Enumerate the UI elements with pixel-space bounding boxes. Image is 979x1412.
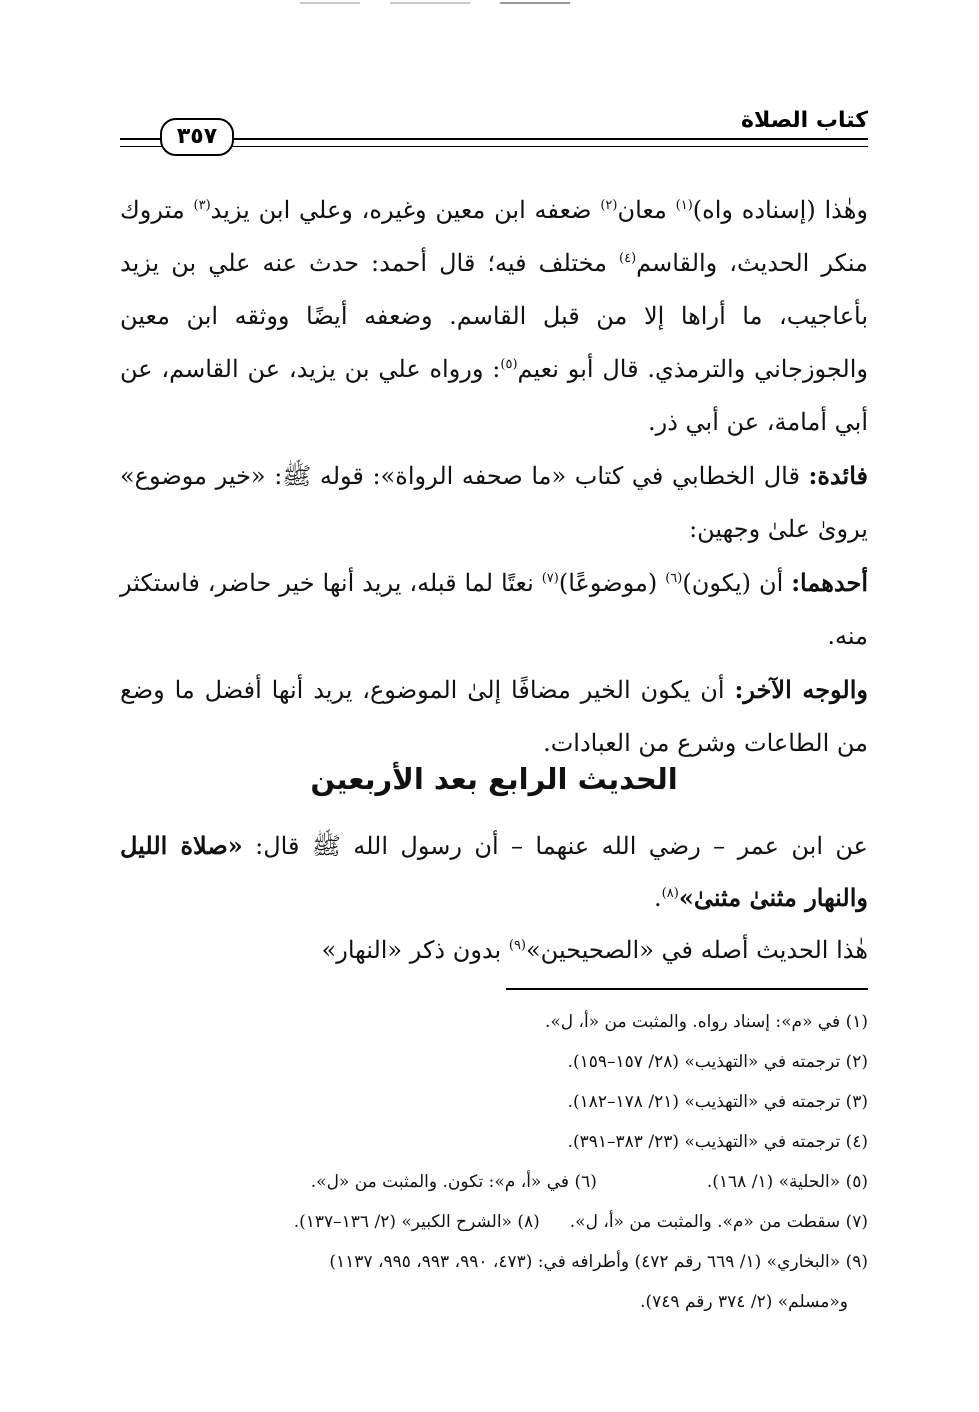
footnote-7: (٧) سقطت من «م». والمثبت من «أ، ل». — [569, 1212, 868, 1232]
paragraph-label: فائدة: — [808, 461, 868, 490]
paragraph-first-aspect: أحدهما: أن (يكون)$^{(٦)}$ (موضوعًا)$^{(٧)}$ نعتًا لما قبله، يريد أنها خير حاضر، فاستكثر منه. — [120, 568, 868, 650]
hadith-text — [120, 820, 868, 976]
footnote-ref: (٢) — [600, 198, 618, 213]
footnote-8: (٨) «الشرح الكبير» (٢/ ١٣٦–١٣٧). — [293, 1212, 540, 1232]
footnote-ref: (٣) — [193, 198, 211, 213]
footnote-4: (٤) ترجمته في «التهذيب» (٢٣/ ٣٨٣–٣٩١). — [567, 1132, 868, 1152]
paragraph-faida: فائدة: قال الخطابي في كتاب «ما صحفه الرواة»: قوله ﷺ: «خير موضوع» يروىٰ علىٰ وجهين: — [120, 461, 868, 543]
footnote-separator — [506, 988, 868, 990]
footnote-6: (٦) في «أ، م»: تكون. والمثبت من «ل». — [310, 1172, 597, 1192]
scan-artifact — [300, 2, 600, 5]
hadith-quote: «صلاة الليل والنهار مثنىٰ مثنىٰ» — [120, 831, 868, 912]
page-number: ٣٥٧ — [160, 118, 234, 156]
footnote-row — [120, 1162, 868, 1202]
footnote-ref: (٥) — [500, 357, 518, 372]
footnote-3: (٣) ترجمته في «التهذيب» (٢١/ ١٧٨–١٨٢). — [567, 1092, 868, 1112]
footnote-ref: (١) — [675, 198, 693, 213]
main-text — [120, 184, 868, 770]
paragraph-isnad: وهٰذا (إسناده واه)$^{(١)}$ معان$^{(٢)}$ ضعفه ابن معين وغيره، وعلي ابن يزيد$^{(٣)}$ متروك منكر الحديث، والقاسم$^{(٤)}$ مختلف فيه؛ قال أحمد: حدث عنه علي بن يزيد بأعاجيب، ما أراها إلا من قبل القاسم. وضعفه أيضًا ووثقه ابن معين والجوزجاني والترمذي. قال أبو نعيم$^{(٥)}$: ورواه علي بن يزيد، عن القاسم، عن أبي أمامة، عن أبي ذر. — [120, 196, 869, 436]
paragraph-label: أحدهما: — [791, 568, 868, 597]
section-heading: الحديث الرابع بعد الأربعين — [310, 762, 678, 796]
page-header — [120, 108, 868, 158]
footnote-1: (١) في «م»: إسناد رواه. والمثبت من «أ، ل». — [544, 1012, 868, 1032]
footnote-ref: (٧) — [541, 571, 559, 586]
chapter-title: كتاب الصلاة — [741, 108, 868, 133]
footnote-9-continued: و«مسلم» (٢/ ٣٧٤ رقم ٧٤٩). — [640, 1292, 848, 1312]
paragraph-label: والوجه الآخر: — [734, 675, 869, 704]
footnote-5: (٥) «الحلية» (١/ ١٦٨). — [706, 1172, 868, 1192]
footnote-ref: (٦) — [665, 571, 683, 586]
footnote-9: (٩) «البخاري» (١/ ٦٦٩ رقم ٤٧٢) وأطرافه في: (٤٧٣، ٩٩٠، ٩٩٣، ٩٩٥، ١١٣٧) — [329, 1252, 868, 1272]
commentary-paragraph: هٰذا الحديث أصله في «الصحيحين»$^{(٩)}$ بدون ذكر «النهار» — [321, 936, 868, 964]
footnotes — [120, 1002, 868, 1322]
footnote-ref: (٨) — [661, 886, 679, 901]
footnote-ref: (٤) — [619, 251, 637, 266]
footnote-ref: (٩) — [508, 938, 526, 953]
paragraph-second-aspect: والوجه الآخر: أن يكون الخير مضافًا إلىٰ الموضوع، يريد أنها أفضل ما وضع من الطاعات وشرع من العبادات. — [120, 675, 869, 757]
footnote-2: (٢) ترجمته في «التهذيب» (٢٨/ ١٥٧–١٥٩). — [567, 1052, 868, 1072]
hadith-paragraph: عن ابن عمر – رضي الله عنهما – أن رسول الله ﷺ قال: «صلاة الليل والنهار مثنىٰ مثنىٰ»$^{(٨)}$. — [120, 831, 868, 912]
footnote-row — [120, 1202, 868, 1242]
